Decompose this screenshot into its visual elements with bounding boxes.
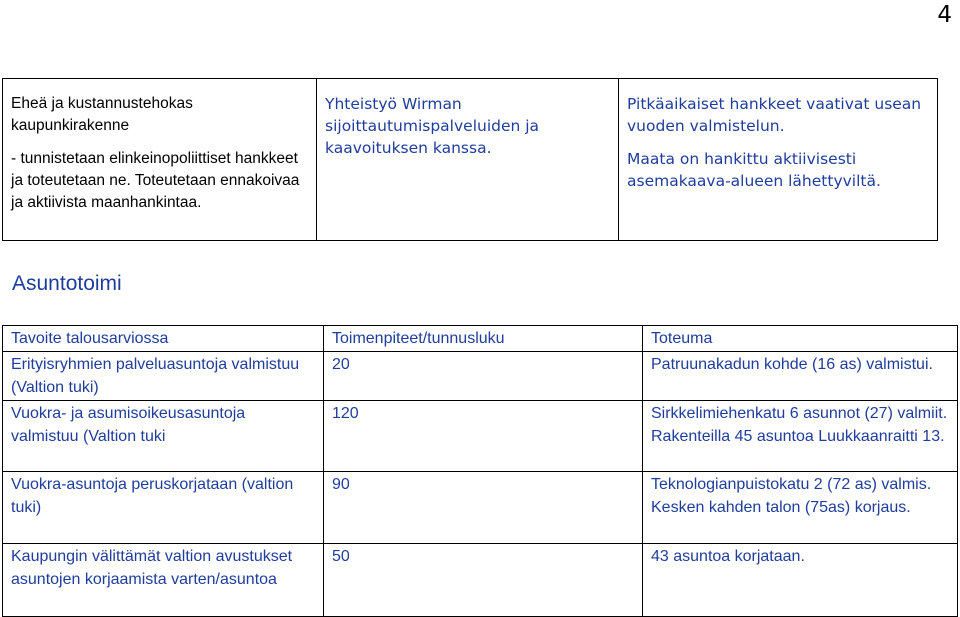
table-header-row [3, 326, 958, 352]
goal-cell: Erityisryhmien palveluasuntoja valmistuu (Valtion tuki) [3, 351, 324, 400]
goals-table [2, 78, 938, 241]
table-row [3, 79, 938, 241]
result-cell: Sirkkelimiehenkatu 6 asunnot (27) valmiit. Rakenteilla 45 asuntoa Luukkaanraitti 13. [643, 400, 958, 471]
measure-cell: 120 [324, 400, 643, 471]
column-header-result: Toteuma [643, 326, 958, 352]
goal-cell [3, 79, 317, 241]
measure-cell: 50 [324, 543, 643, 616]
page-number: 4 [937, 2, 952, 28]
goal-cell: Kaupungin välittämät valtion avustukset asuntojen korjaamista varten/asuntoa [3, 543, 324, 616]
result-para-1: Pitkäaikaiset hankkeet vaativat usean vuoden valmistelun. [627, 95, 922, 135]
measure-cell: 20 [324, 351, 643, 400]
housing-table [2, 325, 958, 617]
section-heading: Asuntotoimi [12, 272, 122, 295]
table-row [3, 543, 958, 616]
goal-cell: Vuokra- ja asumisoikeusasuntoja valmistuu (Valtion tuki [3, 400, 324, 471]
result-cell: 43 asuntoa korjataan. [643, 543, 958, 616]
result-para-2: Maata on hankittu aktiivisesti asemakaava-alueen lähettyviltä. [627, 150, 881, 190]
action-cell [317, 79, 619, 241]
measure-cell: 90 [324, 471, 643, 543]
table-row [3, 400, 958, 471]
result-cell: Teknologianpuistokatu 2 (72 as) valmis. Kesken kahden talon (75as) korjaus. [643, 471, 958, 543]
goal-body: - tunnistetaan elinkeinopoliittiset hankkeet ja toteutetaan ne. Toteutetaan ennakoivaa ja aktiivista maanhankintaa. [11, 150, 300, 211]
column-header-measure: Toimenpiteet/tunnusluku [324, 326, 643, 352]
table-row [3, 351, 958, 400]
action-text: Yhteistyö Wirman sijoittautumispalveluiden ja kaavoituksen kanssa. [325, 95, 540, 157]
column-header-goal: Tavoite talousarviossa [3, 326, 324, 352]
goal-heading: Eheä ja kustannustehokas kaupunkirakenne [11, 95, 193, 134]
table-row [3, 471, 958, 543]
result-cell: Patruunakadun kohde (16 as) valmistui. [643, 351, 958, 400]
goal-cell: Vuokra-asuntoja peruskorjataan (valtion tuki) [3, 471, 324, 543]
result-cell [619, 79, 938, 241]
